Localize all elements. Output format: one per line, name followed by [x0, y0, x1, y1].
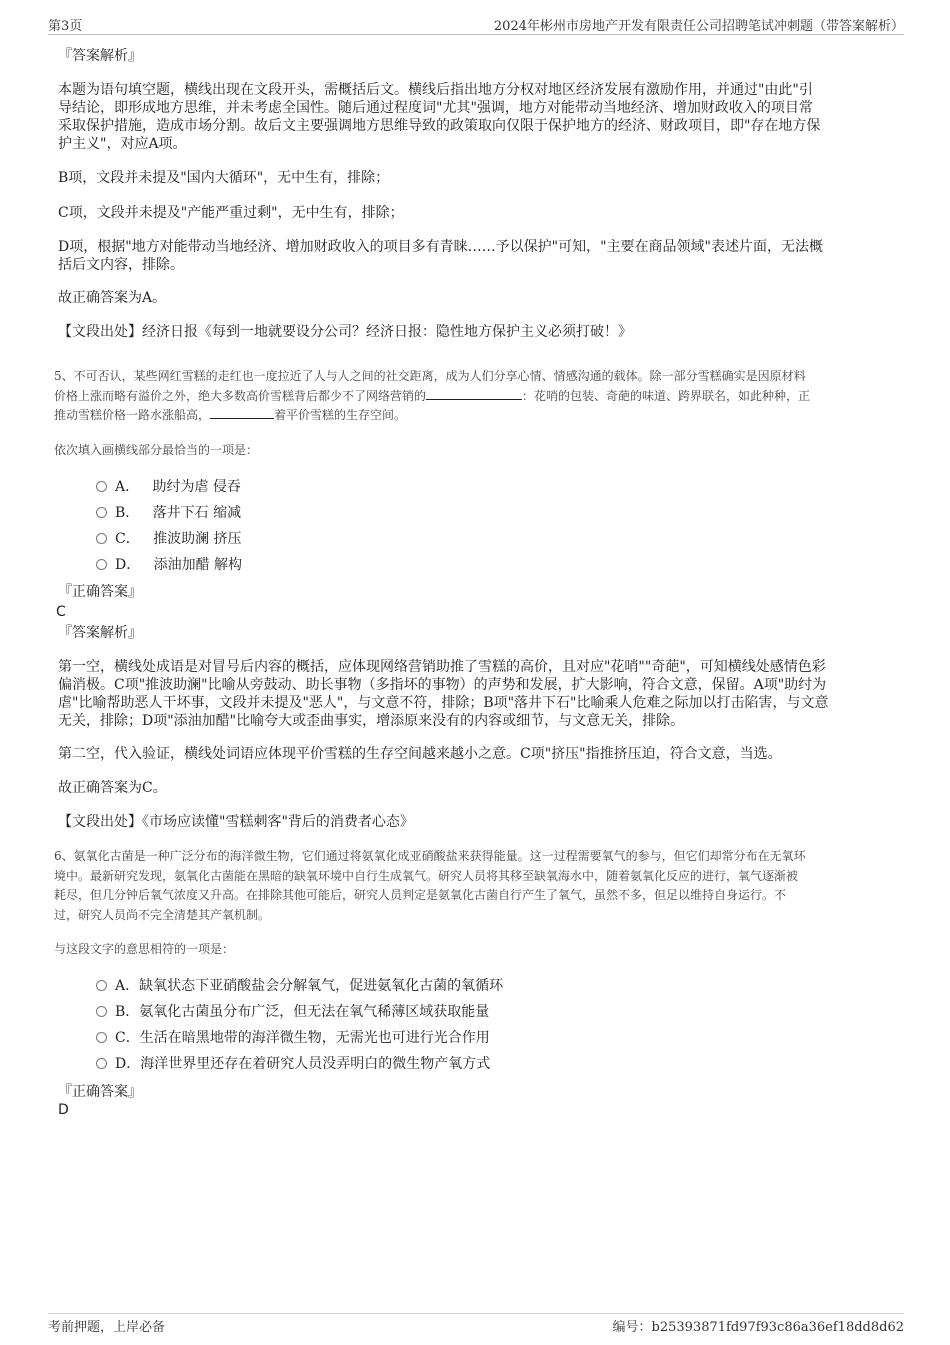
option-text: 生活在暗黑地带的海洋微生物，无需光也可进行光合作用	[139, 1030, 490, 1046]
footer-slogan: 考前押题，上岸必备	[48, 1320, 166, 1335]
q4-analysis-d	[58, 238, 898, 274]
q4-analysis-d-line: 括后文内容，排除。	[58, 257, 184, 273]
radio-icon[interactable]	[96, 1006, 107, 1017]
q5-stem-text: ：花哨的包装、奇葩的味道、跨界联名，如此种种，正	[522, 388, 811, 403]
q4-analysis-line: 采取保护措施，造成市场分割。故后文主要强调地方思维导致的政策取向仅限于保护地方的经济、财政项目，即"存在地方保	[58, 118, 821, 134]
radio-icon[interactable]	[96, 980, 107, 991]
q6-option-d[interactable]	[96, 1055, 490, 1073]
option-text: 氨氧化古菌虽分布广泛，但无法在氧气稀薄区域获取能量	[139, 1004, 490, 1020]
q6-stem-line: 境中。最新研究发现，氨氧化古菌能在黑暗的缺氧环境中自行生成氧气。研究人员将其移至缺氧海水中，随着氨氧化反应的进行，氧气逐渐被	[54, 868, 799, 883]
option-text: 助纣为虐 侵吞	[152, 479, 241, 495]
q5-option-b[interactable]	[96, 504, 241, 522]
q6-stem	[54, 847, 896, 925]
q6-stem-line: 耗尽，但几分钟后氧气浓度又升高。在排除其他可能后，研究人员判定是氨氧化古菌自行产生了氧气，虽然不多，但足以维持自身运行。不	[54, 888, 787, 902]
q4-conclusion: 故正确答案为A。	[58, 290, 167, 306]
q5-stem-line	[54, 387, 896, 407]
q5-option-d[interactable]	[96, 556, 242, 574]
q6-prompt: 与这段文字的意思相符的一项是：	[54, 942, 235, 956]
option-label: A．	[115, 978, 140, 994]
q5-conclusion: 故正确答案为C。	[58, 780, 167, 796]
option-label: C．	[115, 531, 140, 547]
option-label: D．	[115, 1056, 141, 1072]
q4-analysis-c: C项，文段并未提及"产能严重过剩"，无中生有，排除；	[58, 205, 404, 221]
q4-analysis-b: B项，文段并未提及"国内大循环"，无中生有，排除；	[58, 170, 390, 186]
radio-icon[interactable]	[96, 1032, 107, 1043]
q6-stem-line: 6、氨氧化古菌是一种广泛分布的海洋微生物，它们通过将氨氧化成亚硝酸盐来获得能量。这一过程需要氧气的参与，但它们却常分布在无氧环	[54, 849, 806, 863]
page-header	[48, 14, 904, 35]
option-label: B．	[115, 505, 140, 521]
q4-analysis-heading: 『答案解析』	[58, 48, 142, 64]
radio-icon[interactable]	[96, 1058, 107, 1069]
q5-source: 【文段出处】《市场应读懂"雪糕刺客"背后的消费者心态》	[58, 814, 414, 830]
q4-analysis-line: 护主义"，对应A项。	[58, 136, 187, 152]
q5-option-a[interactable]	[96, 478, 241, 496]
q5-analysis-line: 无关，排除；D项"添油加醋"比喻夸大或歪曲事实，增添原来没有的内容或细节，与文意无关，排除。	[58, 713, 685, 729]
q6-option-b[interactable]	[96, 1003, 489, 1021]
q5-blank-2	[210, 406, 274, 419]
q5-stem-line	[54, 406, 896, 426]
q5-analysis-p2: 第二空，代入验证，横线处词语应体现平价雪糕的生存空间越来越小之意。C项"挤压"指推挤压迫，符合文意，当选。	[58, 746, 782, 762]
option-text: 添油加醋 解构	[153, 557, 243, 573]
q4-analysis-line: 导结论，即形成地方思维，并未考虑全国性。随后通过程度词"尤其"强调，地方对能带动当地经济、增加财政收入的项目常	[58, 100, 813, 116]
option-label: A．	[115, 479, 140, 495]
q5-analysis-heading: 『答案解析』	[58, 625, 142, 641]
q4-analysis-line: 本题为语句填空题，横线出现在文段开头，需概括后文。横线后指出地方分权对地区经济发展有激励作用，并通过"由此"引	[58, 82, 813, 98]
document-title: 2024年彬州市房地产开发有限责任公司招聘笔试冲刺题（带答案解析）	[493, 19, 904, 34]
q5-answer: C	[56, 604, 66, 620]
q5-stem-text: 着平价雪糕的生存空间。	[274, 408, 407, 422]
q6-stem-line: 过，研究人员尚不完全清楚其产氧机制。	[54, 907, 271, 922]
page-number: 第3页	[48, 19, 83, 34]
option-text: 缺氧状态下亚硝酸盐会分解氧气，促进氨氧化古菌的氧循环	[139, 978, 504, 994]
q5-stem	[54, 367, 896, 426]
q5-answer-heading: 『正确答案』	[58, 584, 142, 600]
q4-source: 【文段出处】经济日报《每到一地就要设分公司？经济日报：隐性地方保护主义必须打破！》	[58, 324, 632, 340]
q5-analysis-p1	[58, 658, 898, 730]
q6-option-a[interactable]	[96, 977, 503, 995]
q5-stem-line: 5、不可否认，某些网红雪糕的走红也一度拉近了人与人之间的社交距离，成为人们分享心情、情感沟通的载体。除一部分雪糕确实是因原材料	[54, 369, 806, 383]
q4-analysis-p1	[58, 81, 898, 153]
page-footer	[48, 1313, 904, 1334]
option-text: 落井下石 缩减	[152, 505, 242, 521]
option-text: 推波助澜 挤压	[153, 531, 242, 547]
option-text: 海洋世界里还存在着研究人员没弄明白的微生物产氧方式	[140, 1056, 491, 1072]
radio-icon[interactable]	[96, 533, 107, 544]
q5-stem-text: 推动雪糕价格一路水涨船高，	[54, 408, 211, 422]
q4-analysis-d-line: D项，根据"地方对能带动当地经济、增加财政收入的项目多有青睐……予以保护"可知，"主要在商品领域"表述片面，无法概	[58, 239, 823, 255]
q5-blank-1	[426, 387, 522, 400]
q5-analysis-line: 第一空，横线处成语是对冒号后内容的概括，应体现网络营销助推了雪糕的高价，且对应"花哨""奇葩"，可知横线处感情色彩	[58, 659, 826, 675]
q5-stem-text: 价格上涨而略有溢价之外，绝大多数高价雪糕背后都少不了网络营销的	[54, 388, 427, 403]
footer-code: 编号：b25393871fd97f93c86a36ef18dd8d62	[612, 1320, 904, 1335]
option-label: B．	[115, 1004, 140, 1020]
q6-answer-heading: 『正确答案』	[58, 1084, 142, 1100]
q5-option-c[interactable]	[96, 530, 242, 548]
option-label: D．	[115, 557, 141, 573]
q5-prompt: 依次填入画横线部分最恰当的一项是：	[54, 443, 259, 457]
q6-option-c[interactable]	[96, 1029, 490, 1047]
q5-analysis-line: 偏消极。C项"推波助澜"比喻从旁鼓动、助长事物（多指坏的事物）的声势和发展，扩大影响，符合文意，保留。A项"助纣为	[58, 677, 827, 693]
q6-answer: D	[58, 1102, 69, 1118]
option-label: C．	[115, 1030, 140, 1046]
q5-analysis-line: 虐"比喻帮助恶人干坏事，文段并未提及"恶人"，与文意不符，排除；B项"落井下石"比喻乘人危难之际加以打击陷害，与文意	[58, 695, 829, 711]
radio-icon[interactable]	[96, 481, 107, 492]
radio-icon[interactable]	[96, 559, 107, 570]
radio-icon[interactable]	[96, 507, 107, 518]
